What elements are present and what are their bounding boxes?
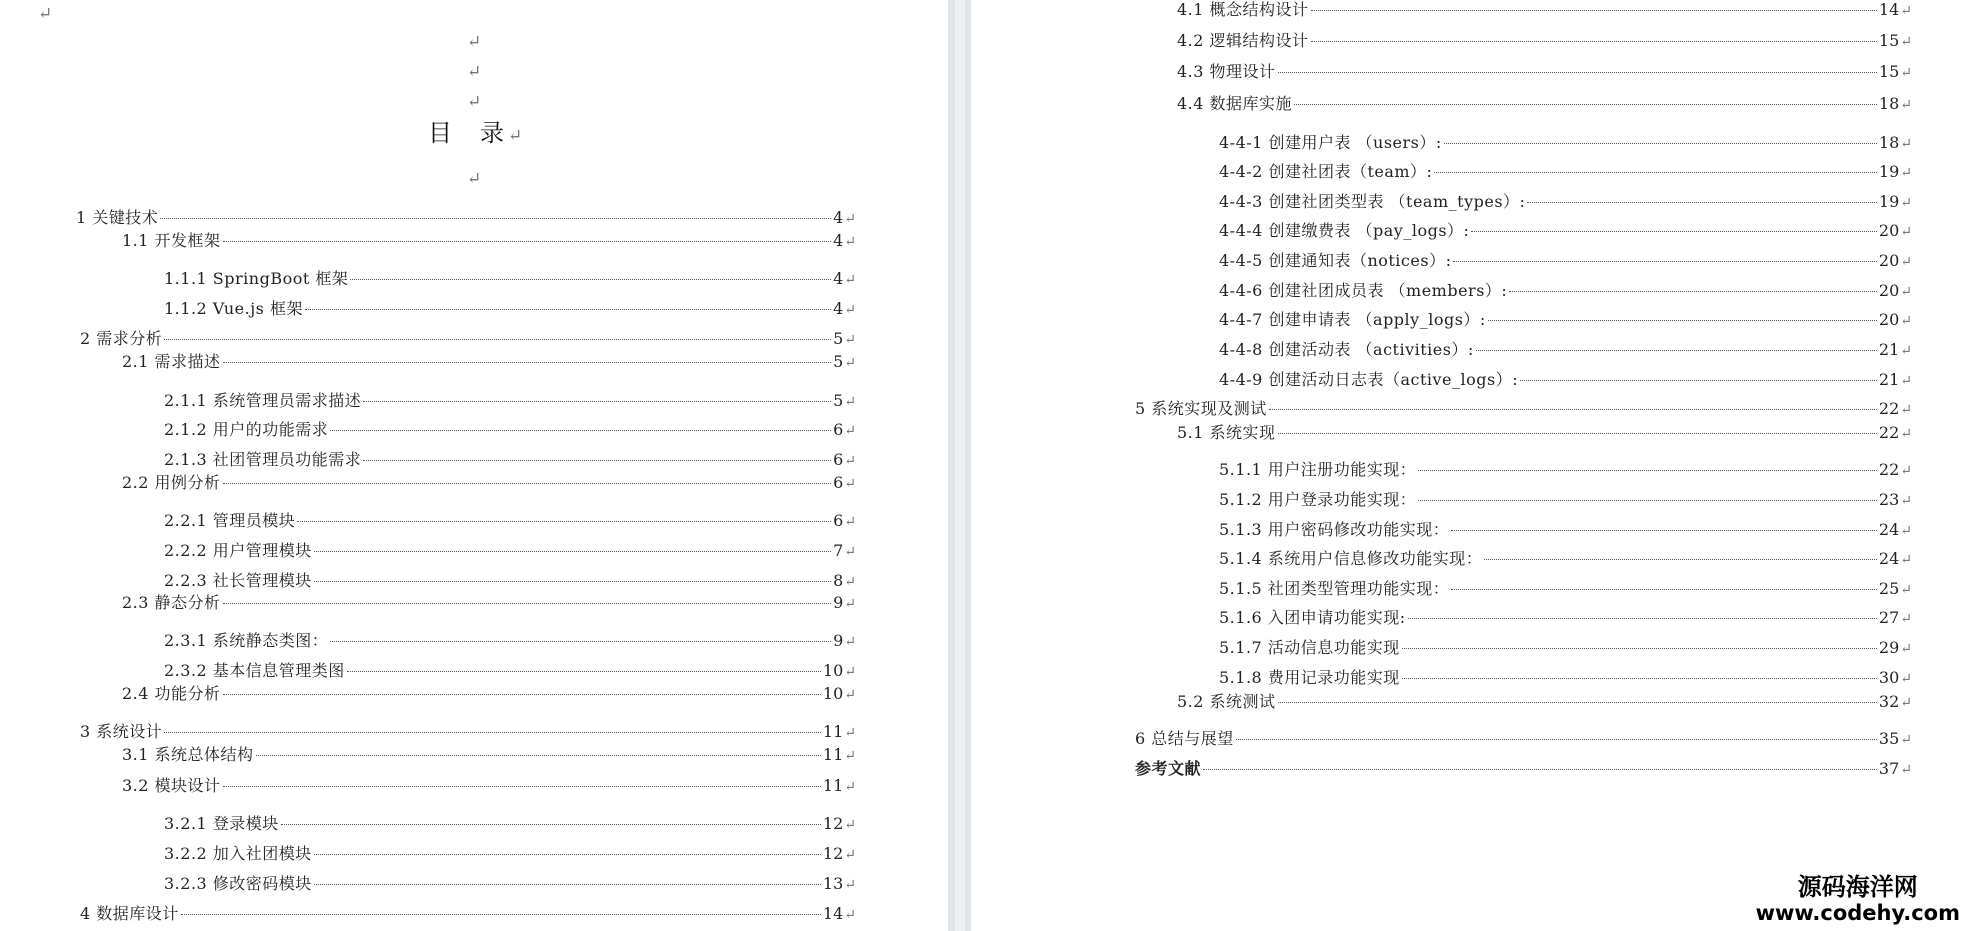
toc-entry-label: 1.1.1 SpringBoot 框架: [164, 269, 349, 288]
toc-entry-page-number: 24: [1878, 549, 1900, 568]
toc-entry: [122, 593, 856, 614]
toc-dot-leader: [1278, 702, 1877, 703]
toc-entry: [1135, 759, 1912, 780]
toc-entry-page-number: 20: [1878, 281, 1900, 300]
paragraph-mark: ↵: [467, 92, 482, 112]
toc-dot-leader: [1203, 769, 1877, 770]
toc-entry-label: 参考文献: [1135, 759, 1202, 778]
toc-entry: [122, 352, 856, 373]
toc-dot-leader: [1488, 320, 1877, 321]
toc-entry-label: 4-4-6 创建社团成员表 （members）:: [1219, 281, 1508, 300]
toc-entry-page-number: 6: [833, 450, 844, 469]
toc-entry-page-number: 27: [1878, 608, 1900, 627]
paragraph-mark: ↵: [1900, 732, 1912, 748]
toc-dot-leader: [314, 884, 821, 885]
toc-entry-label: 4-4-5 创建通知表（notices）:: [1219, 251, 1452, 270]
toc-entry-page-number: 6: [833, 473, 844, 492]
toc-entry-label: 4.1 概念结构设计: [1177, 0, 1309, 19]
toc-entry-label: 2.3 静态分析: [122, 593, 221, 612]
toc-entry-page-number: 8: [833, 571, 844, 590]
paragraph-mark: ↵: [844, 332, 856, 348]
toc-entry-label: 4-4-1 创建用户表 （users）:: [1219, 133, 1442, 152]
toc-entry-label: 5 系统实现及测试: [1135, 399, 1267, 418]
toc-entry: [164, 450, 856, 471]
toc-entry: [1135, 729, 1912, 750]
paragraph-mark: ↵: [844, 687, 856, 703]
toc-entry: [1219, 608, 1912, 629]
paragraph-mark: ↵: [1900, 523, 1912, 539]
paragraph-mark: ↵: [1900, 695, 1912, 711]
toc-entry: [1219, 162, 1912, 183]
paragraph-mark: ↵: [467, 169, 482, 189]
toc-entry-label: 3.2.2 加入社团模块: [164, 844, 312, 863]
document-page-right: [971, 0, 1980, 931]
toc-dot-leader: [223, 362, 832, 363]
toc-entry-page-number: 4: [833, 208, 844, 227]
toc-entry: [1219, 370, 1912, 391]
paragraph-mark: ↵: [844, 664, 856, 680]
toc-dot-leader: [223, 241, 832, 242]
toc-dot-leader: [314, 854, 821, 855]
toc-entry-page-number: 11: [822, 722, 844, 741]
toc-dot-leader: [223, 483, 832, 484]
paragraph-mark: ↵: [844, 476, 856, 492]
toc-entry-page-number: 11: [822, 745, 844, 764]
toc-title-text: 目 录: [428, 119, 506, 147]
toc-entry-page-number: 18: [1878, 133, 1900, 152]
paragraph-mark: ↵: [844, 748, 856, 764]
paragraph-mark: ↵: [844, 544, 856, 560]
toc-entry-page-number: 9: [833, 593, 844, 612]
toc-dot-leader: [1418, 470, 1877, 471]
toc-entry-label: 2.2.2 用户管理模块: [164, 541, 312, 560]
paragraph-mark: ↵: [1900, 493, 1912, 509]
toc-entry: [122, 684, 856, 705]
toc-entry-label: 3 系统设计: [80, 722, 163, 741]
toc-dot-leader: [1451, 530, 1877, 531]
toc-entry-page-number: 22: [1878, 399, 1900, 418]
toc-dot-leader: [281, 824, 821, 825]
toc-dot-leader: [363, 460, 831, 461]
toc-dot-leader: [1520, 380, 1877, 381]
paragraph-mark: ↵: [1900, 552, 1912, 568]
toc-entry: [1219, 579, 1912, 600]
paragraph-mark: ↵: [844, 423, 856, 439]
toc-dot-leader: [164, 339, 831, 340]
toc-entry-page-number: 13: [822, 874, 844, 893]
toc-dot-leader: [330, 430, 831, 431]
toc-entry-label: 4-4-8 创建活动表 （activities）:: [1219, 340, 1474, 359]
toc-entry: [164, 814, 856, 835]
paragraph-mark: ↵: [844, 302, 856, 318]
toc-entry: [1177, 94, 1912, 115]
toc-entry-page-number: 6: [833, 511, 844, 530]
toc-entry-label: 4-4-2 创建社团表（team）:: [1219, 162, 1433, 181]
toc-entry: [164, 420, 856, 441]
toc-dot-leader: [1527, 202, 1876, 203]
paragraph-mark: ↵: [467, 62, 482, 82]
toc-entry-page-number: 15: [1878, 31, 1900, 50]
toc-entry: [1177, 692, 1912, 713]
toc-entry: [1177, 0, 1912, 21]
toc-entry: [1177, 62, 1912, 83]
toc-entry-page-number: 22: [1878, 460, 1900, 479]
toc-entry-page-number: 22: [1878, 423, 1900, 442]
toc-entry-page-number: 19: [1878, 192, 1900, 211]
toc-dot-leader: [1451, 589, 1877, 590]
toc-dot-leader: [347, 671, 821, 672]
toc-entry: [1177, 423, 1912, 444]
toc-dot-leader: [305, 309, 831, 310]
paragraph-mark: ↵: [1900, 284, 1912, 300]
toc-dot-leader: [164, 732, 821, 733]
toc-dot-leader: [1311, 10, 1877, 11]
toc-dot-leader: [314, 581, 831, 582]
toc-entry-page-number: 20: [1878, 310, 1900, 329]
toc-entry-label: 6 总结与展望: [1135, 729, 1234, 748]
toc-dot-leader: [1408, 618, 1877, 619]
paragraph-mark: ↵: [844, 725, 856, 741]
paragraph-mark: ↵: [1900, 34, 1912, 50]
toc-entry: [1219, 490, 1912, 511]
toc-entry: [1219, 520, 1912, 541]
toc-entry: [164, 299, 856, 320]
watermark-name: 源码海洋网: [1797, 873, 1918, 901]
paragraph-mark: ↵: [1900, 97, 1912, 113]
paragraph-mark: ↵: [844, 453, 856, 469]
toc-entry: [80, 329, 856, 350]
document-page-left: [0, 0, 948, 931]
toc-entry-label: 2.1.1 系统管理员需求描述: [164, 391, 362, 410]
paragraph-mark: ↵: [1900, 195, 1912, 211]
toc-dot-leader: [1402, 648, 1877, 649]
toc-dot-leader: [1294, 104, 1877, 105]
toc-entry-label: 1.1 开发框架: [122, 231, 221, 250]
toc-entry: [1177, 31, 1912, 52]
paragraph-mark: ↵: [1900, 165, 1912, 181]
toc-entry-label: 4.4 数据库实施: [1177, 94, 1293, 113]
toc-entry-label: 5.1.3 用户密码修改功能实现：: [1219, 520, 1450, 539]
toc-dot-leader: [363, 401, 831, 402]
toc-entry: [164, 631, 856, 652]
toc-dot-leader: [350, 279, 831, 280]
toc-entry-label: 1 关键技术: [76, 208, 159, 227]
toc-entry-label: 2.3.2 基本信息管理类图: [164, 661, 345, 680]
paragraph-mark: ↵: [844, 574, 856, 590]
watermark: [1756, 873, 1960, 925]
toc-dot-leader: [314, 551, 831, 552]
paragraph-mark: ↵: [1900, 313, 1912, 329]
page-gap: [948, 0, 971, 931]
paragraph-mark: ↵: [1900, 671, 1912, 687]
toc-entry-page-number: 20: [1878, 251, 1900, 270]
toc-dot-leader: [223, 694, 821, 695]
toc-entry-page-number: 21: [1878, 340, 1900, 359]
toc-entry-page-number: 10: [822, 684, 844, 703]
toc-entry-label: 5.2 系统测试: [1177, 692, 1276, 711]
paragraph-mark: ↵: [1900, 641, 1912, 657]
toc-entry-page-number: 37: [1878, 759, 1900, 778]
paragraph-mark: ↵: [844, 779, 856, 795]
toc-entry-page-number: 6: [833, 420, 844, 439]
toc-entry-label: 2 需求分析: [80, 329, 163, 348]
paragraph-mark: ↵: [1900, 762, 1912, 778]
paragraph-mark: ↵: [844, 514, 856, 530]
toc-entry-label: 4.2 逻辑结构设计: [1177, 31, 1309, 50]
toc-dot-leader: [1269, 409, 1877, 410]
toc-entry: [164, 844, 856, 865]
toc-entry: [80, 722, 856, 743]
toc-entry-label: 5.1.6 入团申请功能实现:: [1219, 608, 1406, 627]
paragraph-mark: ↵: [1900, 463, 1912, 479]
toc-dot-leader: [1444, 143, 1877, 144]
toc-entry-label: 3.2 模块设计: [122, 776, 221, 795]
paragraph-mark: ↵: [1900, 373, 1912, 389]
toc-entry: [164, 269, 856, 290]
paragraph-mark: ↵: [1900, 582, 1912, 598]
toc-entry-page-number: 12: [822, 844, 844, 863]
toc-entry-label: 5.1.7 活动信息功能实现: [1219, 638, 1400, 657]
paragraph-mark: ↵: [1900, 402, 1912, 418]
toc-entry-label: 2.2.3 社长管理模块: [164, 571, 312, 590]
paragraph-mark: ↵: [1900, 65, 1912, 81]
toc-dot-leader: [223, 603, 832, 604]
paragraph-mark: ↵: [508, 126, 525, 146]
paragraph-mark: ↵: [844, 907, 856, 923]
toc-dot-leader: [1402, 678, 1877, 679]
toc-entry: [164, 391, 856, 412]
watermark-url: www.codehy.com: [1755, 901, 1960, 925]
toc-entry-page-number: 4: [833, 299, 844, 318]
toc-entry: [164, 661, 856, 682]
toc-entry-label: 2.1.3 社团管理员功能需求: [164, 450, 362, 469]
toc-entry-label: 4-4-4 创建缴费表 （pay_logs）:: [1219, 221, 1470, 240]
toc-entry-page-number: 19: [1878, 162, 1900, 181]
toc-entry-page-number: 20: [1878, 221, 1900, 240]
toc-dot-leader: [256, 755, 821, 756]
toc-dot-leader: [330, 641, 831, 642]
toc-entry: [1219, 133, 1912, 154]
paragraph-mark: ↵: [844, 596, 856, 612]
paragraph-mark: ↵: [38, 4, 53, 24]
paragraph-mark: ↵: [1900, 136, 1912, 152]
toc-entry-label: 5.1.4 系统用户信息修改功能实现：: [1219, 549, 1483, 568]
toc-entry-page-number: 25: [1878, 579, 1900, 598]
toc-dot-leader: [1236, 739, 1877, 740]
toc-entry-page-number: 5: [833, 391, 844, 410]
toc-dot-leader: [1471, 231, 1876, 232]
toc-entry: [1219, 668, 1912, 689]
paragraph-mark: ↵: [844, 817, 856, 833]
toc-entry-page-number: 18: [1878, 94, 1900, 113]
toc-dot-leader: [1418, 500, 1877, 501]
paragraph-mark: ↵: [844, 847, 856, 863]
toc-entry-label: 4-4-7 创建申请表 （apply_logs）:: [1219, 310, 1486, 329]
toc-entry-label: 5.1 系统实现: [1177, 423, 1276, 442]
toc-entry: [164, 874, 856, 895]
toc-entry: [122, 776, 856, 797]
paragraph-mark: ↵: [1900, 224, 1912, 240]
toc-entry-page-number: 5: [833, 352, 844, 371]
toc-entry-label: 5.1.2 用户登录功能实现：: [1219, 490, 1417, 509]
toc-dot-leader: [1476, 350, 1877, 351]
toc-entry: [1219, 221, 1912, 242]
toc-entry-page-number: 14: [822, 904, 844, 923]
toc-dot-leader: [297, 521, 831, 522]
toc-dot-leader: [1484, 559, 1877, 560]
toc-entry: [1219, 281, 1912, 302]
toc-entry-label: 5.1.1 用户注册功能实现：: [1219, 460, 1417, 479]
toc-entry: [1219, 549, 1912, 570]
toc-entry-label: 4-4-3 创建社团类型表 （team_types）:: [1219, 192, 1526, 211]
toc-entry-page-number: 11: [822, 776, 844, 795]
toc-entry: [122, 473, 856, 494]
toc-entry-label: 5.1.8 费用记录功能实现: [1219, 668, 1400, 687]
paragraph-mark: ↵: [1900, 611, 1912, 627]
toc-entry: [1219, 251, 1912, 272]
toc-entry-page-number: 29: [1878, 638, 1900, 657]
toc-entry-page-number: 4: [833, 231, 844, 250]
toc-entry: [1135, 399, 1912, 420]
paragraph-mark: ↵: [1900, 3, 1912, 19]
toc-entry-page-number: 24: [1878, 520, 1900, 539]
toc-entry: [1219, 638, 1912, 659]
toc-entry-page-number: 23: [1878, 490, 1900, 509]
toc-entry: [122, 745, 856, 766]
toc-entry-label: 3.1 系统总体结构: [122, 745, 254, 764]
toc-entry-label: 4.3 物理设计: [1177, 62, 1276, 81]
paragraph-mark: ↵: [1900, 426, 1912, 442]
toc-entry-page-number: 10: [822, 661, 844, 680]
toc-entry-page-number: 7: [833, 541, 844, 560]
paragraph-mark: ↵: [1900, 254, 1912, 270]
toc-dot-leader: [1453, 261, 1876, 262]
toc-entry-label: 2.1 需求描述: [122, 352, 221, 371]
toc-entry: [1219, 192, 1912, 213]
toc-entry-page-number: 9: [833, 631, 844, 650]
toc-entry: [1219, 310, 1912, 331]
toc-entry-label: 5.1.5 社团类型管理功能实现：: [1219, 579, 1450, 598]
toc-entry-label: 3.2.3 修改密码模块: [164, 874, 312, 893]
toc-entry-label: 2.2.1 管理员模块: [164, 511, 296, 530]
toc-title: [428, 119, 524, 150]
toc-entry: [1219, 340, 1912, 361]
toc-entry-label: 2.1.2 用户的功能需求: [164, 420, 329, 439]
toc-entry: [164, 541, 856, 562]
paragraph-mark: ↵: [844, 211, 856, 227]
toc-dot-leader: [1509, 291, 1877, 292]
paragraph-mark: ↵: [844, 355, 856, 371]
toc-dot-leader: [1278, 72, 1877, 73]
toc-dot-leader: [160, 218, 831, 219]
paragraph-mark: ↵: [844, 634, 856, 650]
toc-entry: [164, 571, 856, 592]
toc-entry-page-number: 4: [833, 269, 844, 288]
paragraph-mark: ↵: [467, 32, 482, 52]
toc-entry-label: 2.4 功能分析: [122, 684, 221, 703]
toc-dot-leader: [223, 786, 821, 787]
paragraph-mark: ↵: [1900, 343, 1912, 359]
toc-entry: [1219, 460, 1912, 481]
paragraph-mark: ↵: [844, 234, 856, 250]
paragraph-mark: ↵: [844, 394, 856, 410]
toc-dot-leader: [181, 914, 821, 915]
toc-entry-label: 4-4-9 创建活动日志表（active_logs）:: [1219, 370, 1519, 389]
toc-entry-label: 1.1.2 Vue.js 框架: [164, 299, 303, 318]
toc-dot-leader: [1278, 433, 1877, 434]
toc-entry-page-number: 30: [1878, 668, 1900, 687]
toc-entry-page-number: 5: [833, 329, 844, 348]
toc-entry: [122, 231, 856, 252]
toc-entry-page-number: 12: [822, 814, 844, 833]
toc-entry-label: 4 数据库设计: [80, 904, 179, 923]
paragraph-mark: ↵: [844, 272, 856, 288]
toc-entry-label: 2.2 用例分析: [122, 473, 221, 492]
toc-entry-label: 3.2.1 登录模块: [164, 814, 279, 833]
toc-entry-page-number: 32: [1878, 692, 1900, 711]
toc-entry-label: 2.3.1 系统静态类图：: [164, 631, 329, 650]
paragraph-mark: ↵: [844, 877, 856, 893]
toc-dot-leader: [1311, 41, 1877, 42]
toc-entry-page-number: 14: [1878, 0, 1900, 19]
toc-entry: [76, 208, 856, 229]
toc-entry-page-number: 35: [1878, 729, 1900, 748]
toc-entry: [164, 511, 856, 532]
toc-entry-page-number: 15: [1878, 62, 1900, 81]
toc-entry: [80, 904, 856, 925]
toc-dot-leader: [1434, 172, 1876, 173]
toc-entry-page-number: 21: [1878, 370, 1900, 389]
